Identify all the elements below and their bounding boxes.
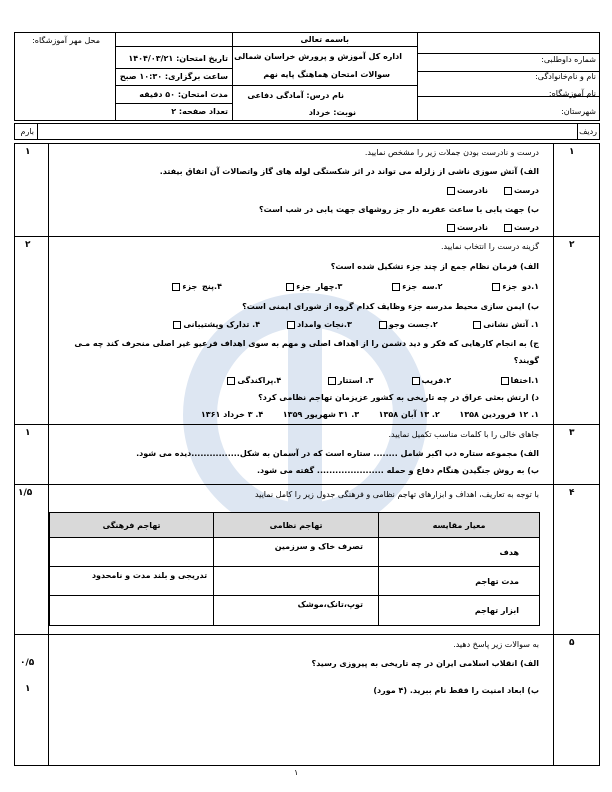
table-cell: تصرف خاک و سرزمین [214, 538, 379, 567]
lesson-name: نام درس: آمادگی دفاعی [247, 91, 344, 100]
question-3-score: ۱ [25, 428, 31, 438]
checkbox-option[interactable] [286, 283, 294, 291]
question-5b-text: ب) ابعاد امنیت را فقط نام ببرید. (۴ مورد) [373, 686, 539, 695]
office-name: اداره کل آموزش و پرورش خراسان شمالی [234, 52, 402, 61]
exam-time: ساعت برگزاری: ۱۰:۳۰ صبح [119, 72, 228, 81]
table-cell: مدت تهاجم [379, 567, 540, 596]
question-2c-options: ۱.اختفا ۲.فریب ۳. استتار ۴.پراکندگی [225, 376, 539, 385]
question-4-instruction: با توجه به تعاریف، اهداف و ابزارهای تهاجم نظامی و فرهنگی جدول زیر را کامل نمایید [254, 490, 539, 499]
question-2c-text-cont: گویند؟ [513, 356, 539, 365]
question-2-instruction: گزینه درست را انتخاب نمایید. [440, 242, 539, 251]
checkbox-option[interactable] [501, 377, 509, 385]
table-cell-blank[interactable] [50, 538, 214, 567]
question-2-number: ۲ [569, 240, 575, 250]
question-2b-options: ۱. آتش نشانی ۲.جست وجو ۳.نجات وامداد ۴. تدارک وپشتیبانی [171, 320, 539, 329]
question-1-score: ۱ [25, 147, 31, 157]
question-5b-score: ۱ [25, 684, 31, 694]
table-header-cultural: تهاجم فرهنگی [50, 513, 214, 538]
exam-duration: مدت امتحان: ۵۰ دقیقه [139, 90, 228, 99]
question-2d-text: د) ارتش بعثی عراق در چه تاریخی به کشور عزیزمان تهاجم نظامی کرد؟ [258, 393, 539, 402]
row-column-header: ردیف [579, 127, 597, 136]
table-header-criterion: معیار مقایسه [379, 513, 540, 538]
question-1a-text: الف) آتش سوزی ناشی از زلزله می تواند در اثر شکستگی لوله های گاز واتصالات آن اتفاق بیفتد. [159, 167, 539, 176]
table-cell: هدف [379, 538, 540, 567]
checkbox-option[interactable] [379, 321, 387, 329]
exam-round: نوبت: خرداد [308, 108, 356, 117]
checkbox-option[interactable] [227, 377, 235, 385]
column-header-strip [14, 123, 600, 140]
comparison-table [49, 512, 540, 626]
checkbox-true[interactable] [504, 187, 512, 195]
option-false-label: نادرست [456, 223, 489, 232]
table-cell-blank[interactable] [214, 567, 379, 596]
question-2a-options: ۱.دو جزء ۲.سه جزء ۳.چهار جزء ۴.پنج جزء [170, 282, 539, 291]
question-4-number: ۴ [569, 488, 575, 498]
question-1b-text: ب) جهت یابی با ساعت عقربه دار جز روشهای جهت یابی در شب است؟ [258, 205, 539, 214]
candidate-number-label: شماره داوطلبی: [541, 55, 596, 64]
checkbox-option[interactable] [328, 377, 336, 385]
question-5a-score: ۰/۵ [20, 658, 35, 668]
checkbox-option[interactable] [392, 283, 400, 291]
question-1a-options [445, 186, 539, 195]
student-name-label: نام و نام‌خانوادگی: [535, 72, 596, 81]
question-3a-text: الف) مجموعه ستاره دب اکبر شامل ........ ستاره است که در آسمان به شکل................دیده می شود. [136, 449, 539, 458]
question-5-number: ۵ [569, 638, 575, 648]
question-2-score: ۲ [25, 240, 31, 250]
question-1b-options [445, 223, 539, 232]
question-4-score: ۱/۵ [18, 488, 33, 498]
option-true-label: درست [513, 223, 539, 232]
question-1-number: ۱ [569, 147, 575, 157]
question-2b-text: ب) ایمن سازی محیط مدرسه جزء وظایف کدام گروه از شورای ایمنی است؟ [242, 302, 539, 311]
checkbox-option[interactable] [473, 321, 481, 329]
option-false-label: نادرست [456, 186, 489, 195]
table-header-military: تهاجم نظامی [214, 513, 379, 538]
checkbox-false[interactable] [447, 187, 455, 195]
checkbox-option[interactable] [172, 283, 180, 291]
question-2a-text: الف) فرمان نظام جمع از چند جزء تشکیل شده است؟ [330, 262, 539, 271]
city-label: شهرستان: [561, 107, 596, 116]
question-1-instruction: درست و نادرست بودن جملات زیر را مشخص نمایید. [364, 148, 539, 157]
table-cell: توپ،تانک،موشک [214, 596, 379, 626]
question-3-instruction: جاهای خالی را با کلمات مناسب تکمیل نمایید. [388, 430, 539, 439]
option-true-label: درست [513, 186, 539, 195]
table-cell: ابزار تهاجم [379, 596, 540, 626]
table-cell: تدریجی و بلند مدت و نامحدود [50, 567, 214, 596]
exam-date: تاریخ امتحان: ۱۴۰۴/۰۳/۲۱ [128, 54, 228, 63]
bismillah: باسمه تعالی [300, 35, 349, 44]
checkbox-true[interactable] [504, 224, 512, 232]
exam-title: سوالات امتحان هماهنگ پایه نهم [263, 70, 390, 79]
question-5-instruction: به سوالات زیر پاسخ دهید. [453, 640, 539, 649]
page-count: تعداد صفحه: ۲ [171, 107, 228, 116]
score-column-header: بارم [20, 127, 34, 136]
checkbox-option[interactable] [173, 321, 181, 329]
question-2d-options: ۱. ۱۲ فروردین ۱۳۵۸ ۲. ۱۳ آبان ۱۳۵۸ ۳. ۳۱ شهریور ۱۳۵۹ ۴. ۳ خرداد ۱۳۶۱ [200, 410, 539, 419]
checkbox-option[interactable] [412, 377, 420, 385]
seal-place-label: محل مهر آموزشگاه: [32, 36, 100, 45]
school-name-label: نام آموزشگاه: [548, 89, 596, 98]
page-number: ۱ [294, 768, 299, 777]
checkbox-false[interactable] [447, 224, 455, 232]
question-3b-text: ب) به روش جنگیدن هنگام دفاع و حمله ...................... گفته می شود. [256, 466, 539, 475]
checkbox-option[interactable] [287, 321, 295, 329]
checkbox-option[interactable] [492, 283, 500, 291]
table-cell-blank[interactable] [50, 596, 214, 626]
question-3-number: ۳ [569, 428, 575, 438]
question-5a-text: الف) انقلاب اسلامی ایران در چه تاریخی به پیروزی رسید؟ [311, 659, 539, 668]
question-2c-text: ج) به انجام کارهایی که فکر و دید دشمن را از اهداف اصلی و مهم به سوی اهداف فرعیو غیر اصلی منحرف کند چه مـی [74, 339, 539, 348]
